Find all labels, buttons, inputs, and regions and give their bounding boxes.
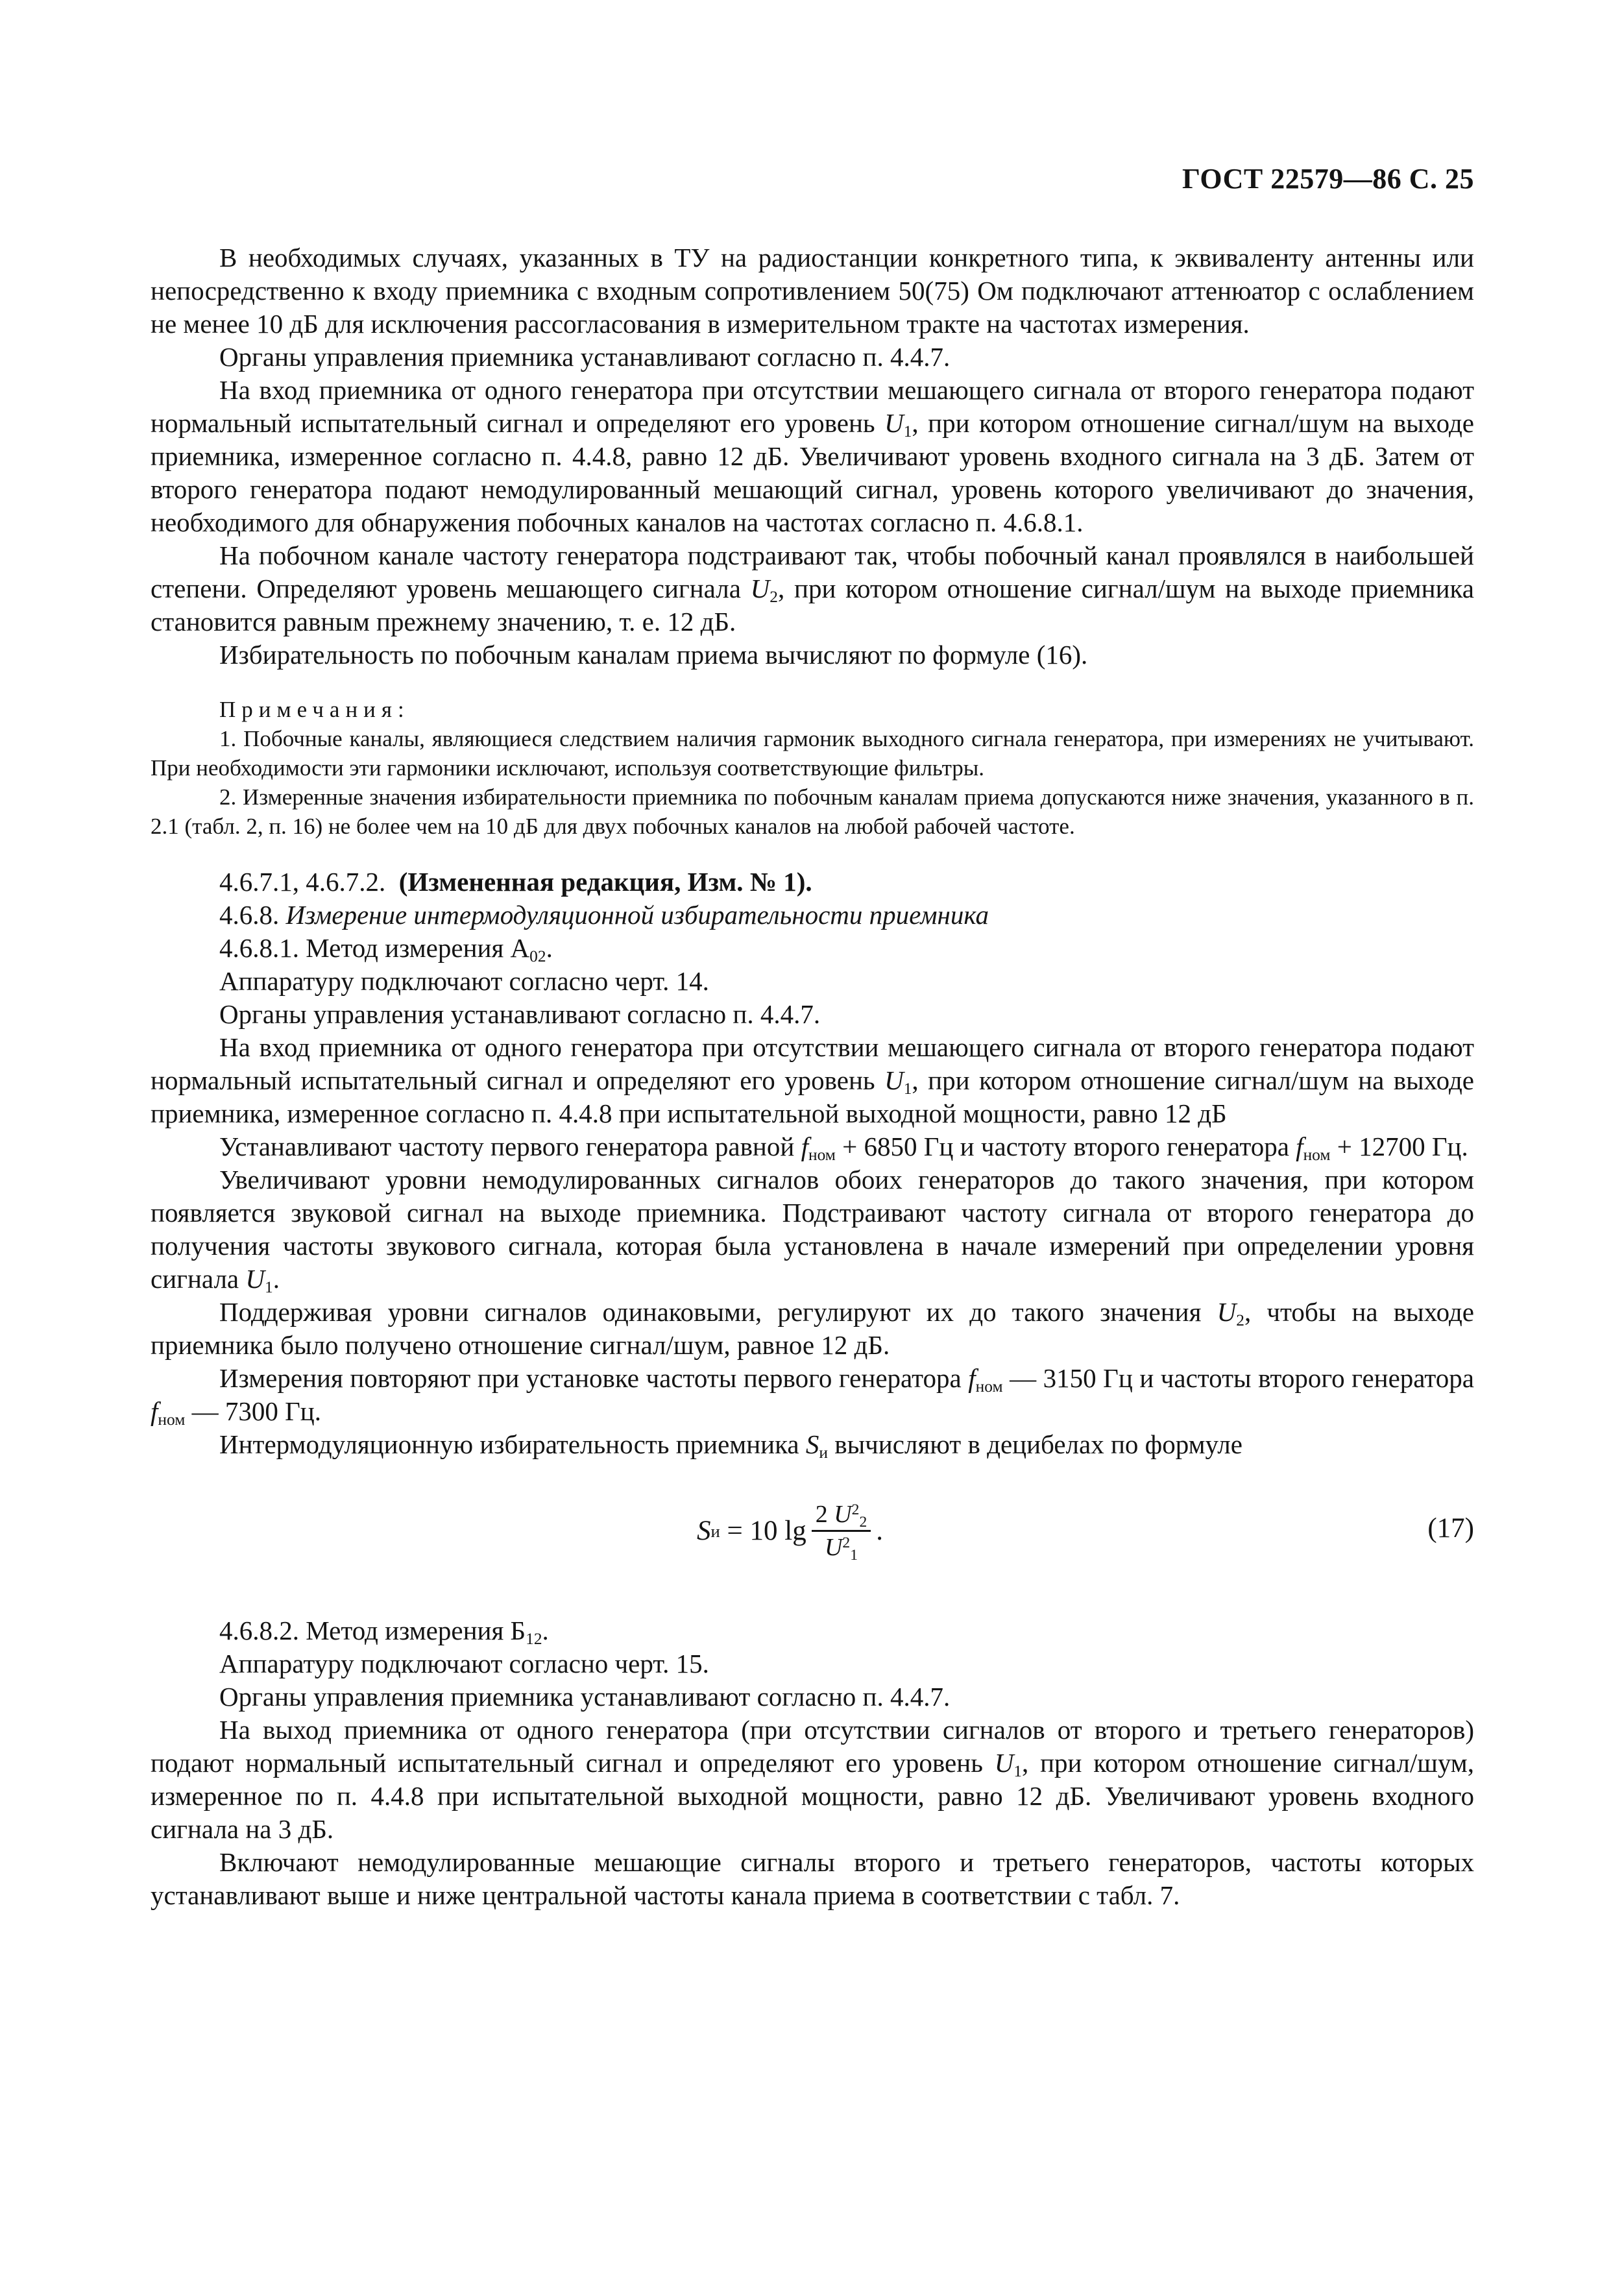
formula-expression: S и = 10 lg $\frac{2 U^2_2}{U^2_1}$ . xyxy=(697,1501,883,1564)
paragraph: Органы управления устанавливают согласно п. 4.4.7. xyxy=(219,999,821,1029)
paragraph: Измерения повторяют при установке частоты первого генератора $f_{ном}$ — 3150 Гц и частоты второго генератора $f_{ном}$ — 7300 Гц. xyxy=(151,1363,1474,1429)
formula-fraction: $\frac{2 U^2_2}{U^2_1}$ xyxy=(812,1500,871,1562)
paragraph: Устанавливают частоту первого генератора равной $f_{ном} + 6850$ Гц и частоту второго генератора $f_{ном} + 12700$ Гц. xyxy=(219,1132,1468,1164)
paragraph: Органы управления приемника устанавливают согласно п. 4.4.7. xyxy=(219,1682,951,1712)
paragraph: Аппаратуру подключают согласно черт. 14. xyxy=(219,966,709,996)
paragraph: Аппаратуру подключают согласно черт. 15. xyxy=(219,1649,709,1678)
formula-17 xyxy=(151,1481,1474,1614)
paragraph: На побочном канале частоту генератора подстраивают так, чтобы побочный канал проявлялся в наибольшей степени. Определяют уровень мешающего сигнала $U_2$, при котором отношение сигнал/шум на выходе приемника становится равным прежнему значению, т. е. 12 дБ. xyxy=(151,540,1475,636)
paragraph: В необходимых случаях, указанных в ТУ на радиостанции конкретного типа, к эквиваленту антенны или непосредственно к входу приемника с входным сопротивлением 50(75) Ом подключают аттенюатор с ослаблением не менее 10 дБ для исключения рассогласования в измерительном тракте на частотах измерения. xyxy=(151,243,1474,339)
section-heading: 4.6.8. Измерение интермодуляционной избирательности приемника xyxy=(219,900,989,930)
paragraph: Включают немодулированные мешающие сигналы второго и третьего генераторов, частоты которых устанавливают выше и ниже центральной частоты канала приема в соответствии с табл. 7. xyxy=(151,1847,1474,1910)
subsection-heading: 4.6.8.1. Метод измерения $А_{02}$. xyxy=(219,933,553,965)
equation-number: (17) xyxy=(1427,1513,1474,1544)
subsection-heading: 4.6.8.2. Метод измерения $Б_{12}$. xyxy=(219,1616,549,1648)
amendment-line: 4.6.7.1, 4.6.7.2. (Измененная редакция, Изм. № 1). xyxy=(219,867,812,897)
document-page xyxy=(151,0,1474,2278)
notes-title: Примечания: xyxy=(219,697,410,722)
note-item: 2. Измеренные значения избирательности приемника по побочным каналам приема допускаются ниже значения, указанного в п. 2.1 (табл. 2, п. 16) не более чем на 10 дБ для двух побочных каналов на любой рабочей частоте. xyxy=(151,784,1474,839)
page-header: ГОСТ 22579—86 С. 25 xyxy=(1182,163,1474,195)
paragraph: На вход приемника от одного генератора при отсутствии мешающего сигнала от второго генератора подают нормальный испытательный сигнал и определяют его уровень $U_1$, при котором отношение сигнал/шум на выходе приемника, измеренное согласно п. 4.4.8 при испытательной выходной мощности, равно 12 дБ xyxy=(151,1032,1474,1128)
document-body xyxy=(151,241,1474,1912)
paragraph: Поддерживая уровни сигналов одинаковыми, регулируют их до такого значения $U_2$, чтобы на выходе приемника было получено отношение сигнал/шум, равное 12 дБ. xyxy=(151,1297,1475,1360)
paragraph: Интермодуляционную избирательность приемника $S_и$ вычисляют в децибелах по формуле xyxy=(219,1429,1242,1462)
paragraph: Органы управления приемника устанавливают согласно п. 4.4.7. xyxy=(219,342,951,372)
paragraph: На выход приемника от одного генератора (при отсутствии сигналов от второго и третьего генераторов) подают нормальный испытательный сигнал и определяют его уровень $U_1$, при котором отношение сигнал/шум, измеренное по п. 4.4.8 при испытательной выходной мощности, равно 12 дБ. Увеличивают уровень входного сигнала на 3 дБ. xyxy=(151,1715,1474,1844)
note-item: 1. Побочные каналы, являющиеся следствием наличия гармоник выходного сигнала генератора, при измерениях не учитывают. При необходимости эти гармоники исключают, используя соответствующие фильтры. xyxy=(151,726,1474,781)
paragraph: Увеличивают уровни немодулированных сигналов обоих генераторов до такого значения, при котором появляется звуковой сигнал на выходе приемника. Подстраивают частоту сигнала от второго генератора до получения частоты звукового сигнала, которая была установлена в начале измерений при определении уровня сигнала $U_1$. xyxy=(151,1165,1474,1296)
paragraph: Избирательность по побочным каналам приема вычисляют по формуле (16). xyxy=(219,640,1088,670)
paragraph: На вход приемника от одного генератора при отсутствии мешающего сигнала от второго генератора подают нормальный испытательный сигнал и определяют его уровень $U_1$, при котором отношение сигнал/шум на выходе приемника, измеренное согласно п. 4.4.8, равно 12 дБ. Увеличивают уровень входного сигнала на 3 дБ. Затем от второго генератора подают немодулированный мешающий сигнал, уровень которого увеличивают до значения, необходимого для обнаружения побочных каналов на частотах согласно п. 4.6.8.1. xyxy=(151,375,1474,537)
